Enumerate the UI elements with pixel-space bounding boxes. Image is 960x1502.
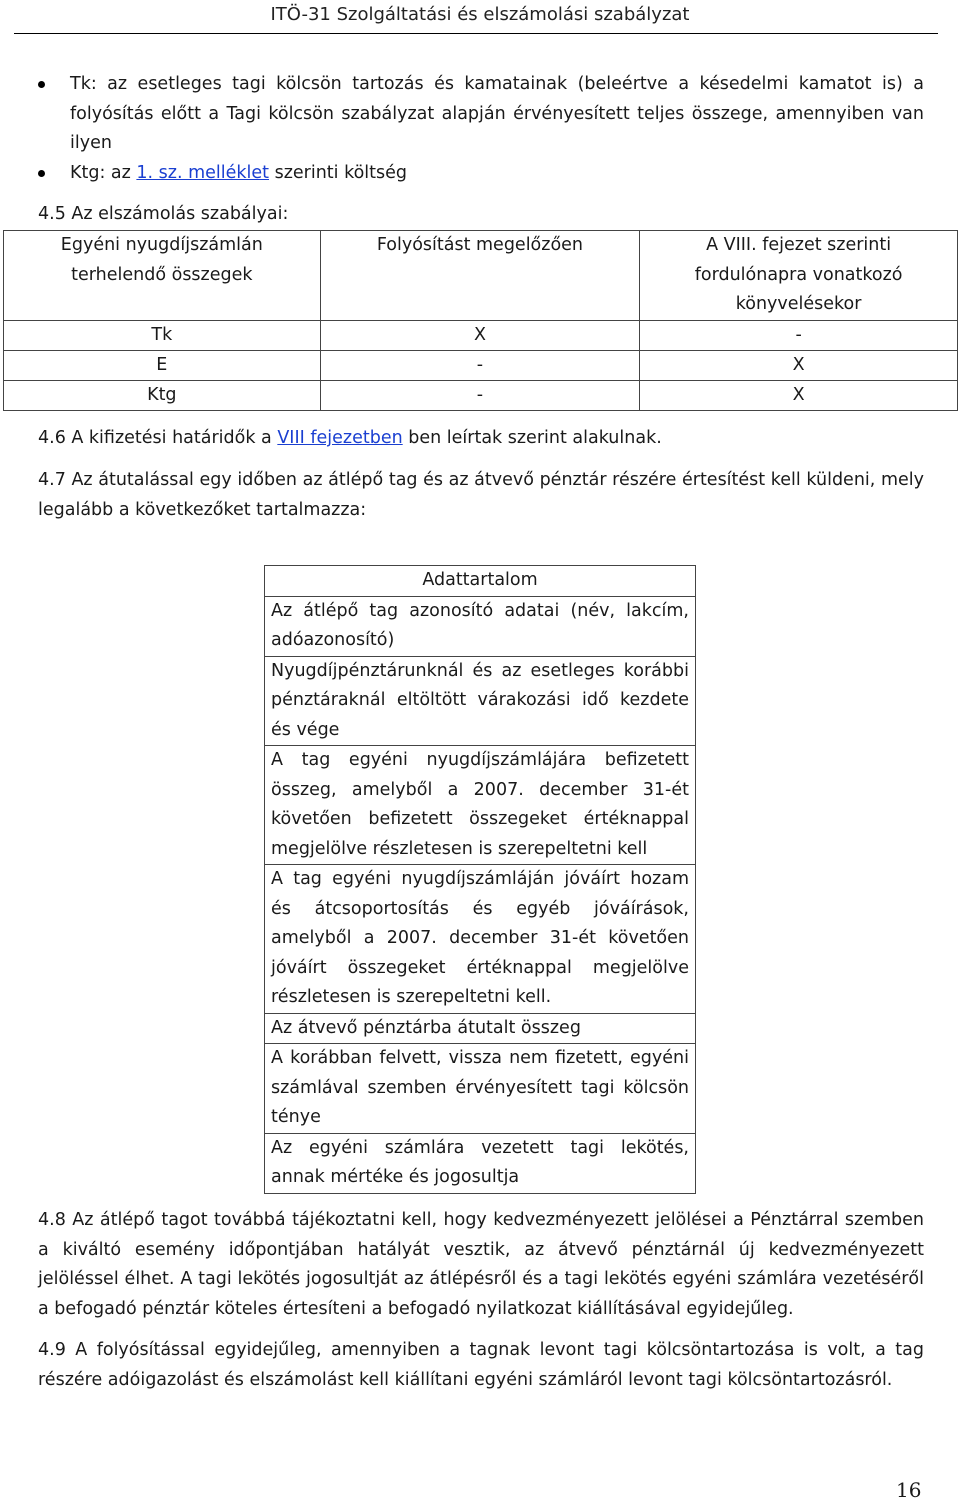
table-cell: X [640, 350, 958, 380]
notification-content-table [264, 565, 696, 1194]
table-row [4, 380, 958, 410]
table-cell: - [320, 380, 640, 410]
list-item [38, 70, 924, 159]
table-cell: A tag egyéni nyugdíjszámlájára befizetett összeg, amelyből a 2007. december 31-ét követően befizetett összegeket értéknappal megjelölve részletesen is szerepeltetni kell [265, 746, 696, 865]
column-header: A VIII. fejezet szerinti fordulónapra vonatkozó könyvelésekor [640, 231, 958, 321]
table-row [265, 596, 696, 656]
table-row [4, 320, 958, 350]
section-4-9: 4.9 A folyósítással egyidejűleg, amennyiben a tagnak levont tagi kölcsöntartozása is volt, a tag részére adóigazolást és elszámolást kell kiállítani egyéni számláról levont tagi kölcsöntartozásról. [38, 1340, 924, 1390]
page-number: 16 [896, 1478, 922, 1502]
bullet-text: Tk: az esetleges tagi kölcsön tartozás és kamatainak (beleértve a késedelmi kamatot is) a folyósítás előtt a Tagi kölcsön szabályzat alapján érvényesített teljes összege, amennyiben van ilyen [70, 74, 924, 153]
table-cell: A tag egyéni nyugdíjszámláján jóváírt hozam és átcsoportosítás és egyéb jóváírások, amelyből a 2007. december 31-ét követően jóváírt összegeket értéknappal megjelölve részletesen is szerepeltetni kell. [265, 865, 696, 1014]
table-row [265, 865, 696, 1014]
annex-link[interactable]: 1. sz. melléklet [136, 162, 270, 183]
table-cell: - [320, 350, 640, 380]
section-4-5-title: 4.5 Az elszámolás szabályai: [38, 204, 289, 224]
chapter-viii-link[interactable]: VIII fejezetben [277, 428, 403, 448]
bullet-suffix: szerinti költség [269, 162, 408, 183]
settlement-table [3, 230, 958, 411]
table-cell: Az átlépő tag azonosító adatai (név, lakcím, adóazonosító) [265, 596, 696, 656]
section-4-8: 4.8 Az átlépő tagot továbbá tájékoztatni kell, hogy kedvezményezett jelölései a Pénztárral szemben a kiváltó esemény időpontjában hatályát vesztik, az átvevő pénztárnál új kedvezményezett jelöléssel élhet. A tagi lekötés jogosultját az átlépésről és a tagi lekötés egyéni számlára vezetéséről a befogadó pénztár köteles értesíteni a befogadó nyilatkozat kiállításával egyidejűleg. [38, 1210, 924, 1319]
table-header-row [4, 231, 958, 321]
column-header: Adattartalom [265, 566, 696, 597]
column-header: Folyósítást megelőzően [320, 231, 640, 321]
table-header-row [265, 566, 696, 597]
table-row [265, 1133, 696, 1193]
table-cell: A korábban felvett, vissza nem fizetett, egyéni számlával szemben érvényesített tagi kölcsön ténye [265, 1044, 696, 1134]
bullet-list [38, 70, 924, 188]
table-row [265, 1013, 696, 1044]
table-cell: - [640, 320, 958, 350]
section-4-6-suffix: ben leírtak szerint alakulnak. [402, 428, 662, 448]
table-cell: X [320, 320, 640, 350]
section-4-7: 4.7 Az átutalással egy időben az átlépő tag és az átvevő pénztár részére értesítést kell küldeni, mely legalább a következőket tartalmazza: [38, 470, 924, 520]
bullet-icon [38, 81, 45, 88]
table-row [265, 746, 696, 865]
header-divider [14, 33, 938, 34]
table-row [4, 350, 958, 380]
section-4-6 [38, 424, 924, 454]
list-item [38, 159, 924, 189]
bullet-prefix: Ktg: az [70, 162, 137, 183]
column-header: Egyéni nyugdíjszámlán terhelendő összegek [4, 231, 321, 321]
bullet-icon [38, 170, 45, 177]
table-row [265, 656, 696, 746]
table-cell: Az átvevő pénztárba átutalt összeg [265, 1013, 696, 1044]
section-4-6-prefix: 4.6 A kifizetési határidők a [38, 428, 278, 448]
table-cell: E [4, 350, 321, 380]
table-cell: Az egyéni számlára vezetett tagi lekötés, annak mértéke és jogosultja [265, 1133, 696, 1193]
table-cell: X [640, 380, 958, 410]
page-header: ITÖ-31 Szolgáltatási és elszámolási szabályzat [270, 4, 690, 25]
table-cell: Nyugdíjpénztárunknál és az esetleges korábbi pénztáraknál eltöltött várakozási idő kezdete és vége [265, 656, 696, 746]
table-cell: Ktg [4, 380, 321, 410]
table-cell: Tk [4, 320, 321, 350]
table-row [265, 1044, 696, 1134]
